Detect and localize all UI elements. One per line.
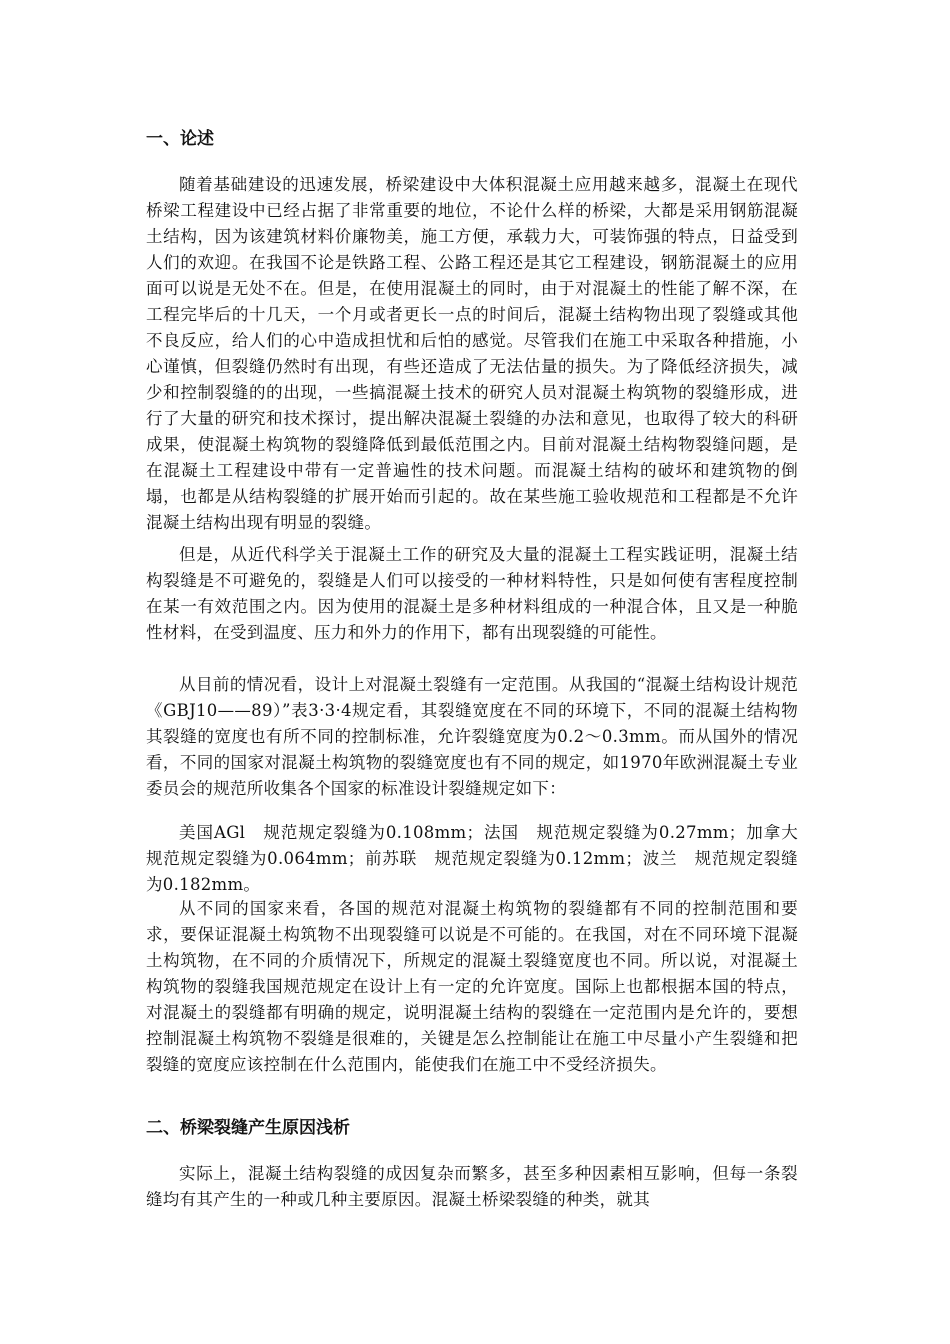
section-heading-2: 二、桥梁裂缝产生原因浅析 xyxy=(146,1118,350,1138)
paragraph-5: 从不同的国家来看，各国的规范对混凝土构筑物的裂缝都有不同的控制范围和要求，要保证混凝土构筑物不出现裂缝可以说是不可能的。在我国，对在不同环境下混凝土构筑物，在不同的介质情况下，所规定的混凝土裂缝宽度也不同。所以说，对混凝土构筑物的裂缝我国规范规定在设计上有一定的允许宽度。国际上也都根据本国的特点，对混凝土的裂缝都有明确的规定，说明混凝土结构的裂缝在一定范围内是允许的，要想控制混凝土构筑物不裂缝是很难的，关键是怎么控制能让在施工中尽量小产生裂缝和把裂缝的宽度应该控制在什么范围内，能使我们在施工中不受经济损失。 xyxy=(146,899,798,1074)
paragraph-3: 从目前的情况看，设计上对混凝土裂缝有一定范围。从我国的“混凝土结构设计规范《GBJ10——89）”表3·3·4规定看，其裂缝宽度在不同的环境下，不同的混凝土结构物其裂缝的宽度也有所不同的控制标准，允许裂缝宽度为0.2～0.3mm。而从国外的情况看，不同的国家对混凝土构筑物的裂缝宽度也有不同的规定，如1970年欧洲混凝土专业委员会的规范所收集各个国家的标准设计裂缝规定如下： xyxy=(146,675,798,798)
paragraph-6: 实际上，混凝土结构裂缝的成因复杂而繁多，甚至多种因素相互影响，但每一条裂缝均有其产生的一种或几种主要原因。混凝土桥梁裂缝的种类，就其 xyxy=(146,1164,798,1209)
paragraph-1: 随着基础建设的迅速发展，桥梁建设中大体积混凝土应用越来越多，混凝土在现代桥梁工程建设中已经占据了非常重要的地位，不论什么样的桥梁，大都是采用钢筋混凝土结构，因为该建筑材料价廉物美，施工方便，承载力大，可装饰强的特点，日益受到人们的欢迎。在我国不论是铁路工程、公路工程还是其它工程建设，钢筋混凝土的应用面可以说是无处不在。但是，在使用混凝土的同时，由于对混凝土的性能了解不深，在工程完毕后的十几天，一个月或者更长一点的时间后，混凝土结构物出现了裂缝或其他不良反应，给人们的心中造成担忧和后怕的感觉。尽管我们在施工中采取各种措施，小心谨慎，但裂缝仍然时有出现，有些还造成了无法估量的损失。为了降低经济损失，减少和控制裂缝的的出现，一些搞混凝土技术的研究人员对混凝土构筑物的裂缝形成，进行了大量的研究和技术探讨，提出解决混凝土裂缝的办法和意见，也取得了较大的科研成果，使混凝土构筑物的裂缝降低到最低范围之内。目前对混凝土结构物裂缝问题，是在混凝土工程建设中带有一定普遍性的技术问题。而混凝土结构的破坏和建筑物的倒塌，也都是从结构裂缝的扩展开始而引起的。故在某些施工验收规范和工程都是不允许混凝土结构出现有明显的裂缝。 xyxy=(146,175,798,532)
paragraph-2: 但是，从近代科学关于混凝土工作的研究及大量的混凝土工程实践证明，混凝土结构裂缝是不可避免的，裂缝是人们可以接受的一种材料特性，只是如何使有害程度控制在某一有效范围之内。因为使用的混凝土是多种材料组成的一种混合体，且又是一种脆性材料，在受到温度、压力和外力的作用下，都有出现裂缝的可能性。 xyxy=(146,545,798,642)
paragraph-4: 美国AGl 规范规定裂缝为0.108mm；法国 规范规定裂缝为0.27mm；加拿大 规范规定裂缝为0.064mm；前苏联 规范规定裂缝为0.12mm；波兰 规范规定裂缝为0.182mm。 xyxy=(146,823,815,894)
section-heading-1: 一、论述 xyxy=(146,129,214,149)
